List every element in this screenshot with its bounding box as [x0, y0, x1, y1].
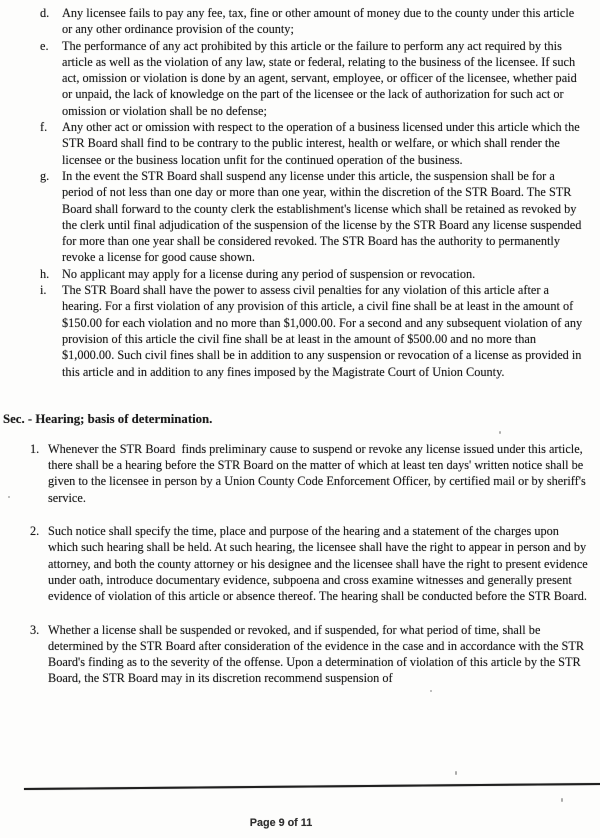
list-item-text: Whether a license shall be suspended or revoked, and if suspended, for what period of time, shall be determined by the STR Board after consideration of the evidence in the case and in accordance with the STR Board's finding as to the severity of the offense. Upon a determination of violation of this article by the STR Board, the STR Board may in its discretion recommend suspension of: [48, 622, 588, 686]
scan-speck: [499, 431, 501, 434]
scan-speck: [455, 771, 457, 775]
list-item-marker: i.: [40, 283, 47, 298]
section-heading: Sec. - Hearing; basis of determination.: [3, 411, 213, 426]
list-item-text: The STR Board shall have the power to assess civil penalties for any violation of this article after a hearing. For a first violation of any provision of this article, a civil fine shall be at least in the amount of $150.00 for each violation and no more than $1,000.00. For a second and any subsequent violation of any provision of this article the civil fine shall be at least in the amount of $500.00 and no more than $1,000.00. Such civil fines shall be in addition to any suspension or revocation of a license as provided in this article and in addition to any fines imposed by the Magistrate Court of Union County.: [62, 283, 586, 379]
list-item-marker: f.: [40, 120, 48, 135]
list-item-marker: h.: [40, 266, 50, 281]
scan-speck: [8, 496, 10, 498]
list-item-g: [40, 168, 586, 266]
list-item-e: [40, 38, 586, 119]
document-content: [0, 5, 600, 687]
scan-speck: [561, 798, 563, 802]
list-item-text: The performance of any act prohibited by this article or the failure to perform any act required by this article as well as the violation of any law, state or federal, relating to the business of the licensee. If such act, omission or violation is done by an agent, servant, employee, or officer of the licensee, whether paid or unpaid, the lack of knowledge on the part of the licensee or the lack of authorization for such act or omission or violation shall be no defense;: [62, 38, 580, 118]
scan-speck: [430, 690, 432, 692]
list-item-marker: g.: [40, 168, 50, 183]
list-item-text: In the event the STR Board shall suspend any license under this article, the suspension shall be for a period of not less than one day or more than one year, within the discretion of the STR Board. The STR Board shall forward to the county clerk the establishment's license which shall be retained as revoked by the clerk until final adjudication of the suspension of the license by the STR Board any license suspended for more than one year shall be considered revoked. The STR Board has the authority to permanently revoke a license for good cause shown.: [62, 168, 585, 265]
list-item-text: Such notice shall specify the time, place and purpose of the hearing and a statement of the charges upon which such hearing shall be held. At such hearing, the licensee shall have the right to appear in person and by attorney, and both the county attorney or his designee and the licensee shall have the right to present evidence under oath, introduce documentary evidence, subpoena and cross examine witnesses and generally present evidence of violation of this article or absence thereof. The hearing shall be conducted before the STR Board.: [48, 524, 591, 604]
footer-divider: [24, 783, 600, 790]
list-item-d: [40, 5, 586, 38]
list-item-marker: 3.: [30, 622, 40, 637]
list-item-marker: 2.: [30, 524, 40, 539]
page-number-footer: Page 9 of 11: [249, 817, 313, 829]
list-item-marker: e.: [40, 38, 49, 53]
list-item-f: [40, 119, 586, 168]
list-item-i: [40, 282, 586, 380]
numbered-item-2: [30, 523, 590, 604]
list-item-text: Any licensee fails to pay any fee, tax, fine or other amount of money due to the county under this article or any other ordinance provision of the county;: [62, 6, 578, 37]
numbered-list: [0, 441, 600, 687]
list-item-text: Whenever the STR Board finds preliminary cause to suspend or revoke any license issued under this article, there shall be a hearing before the STR Board on the matter of which at least ten days' written notice shall be given to the licensee in person by a Union County Code Enforcement Officer, by certified mail or by sheriff's service.: [48, 441, 589, 505]
list-item-marker: 1.: [30, 441, 40, 456]
lettered-list: [0, 5, 600, 380]
numbered-item-1: [30, 441, 590, 506]
list-item-text: Any other act or omission with respect to the operation of a business licensed under this article which the STR Board shall find to be contrary to the public interest, health or welfare, or which shall render the licensee or the business location unfit for the continued operation of the business.: [62, 120, 583, 167]
list-item-h: [40, 266, 586, 282]
list-item-text: No applicant may apply for a license during any period of suspension or revocation.: [62, 266, 476, 281]
list-item-marker: d.: [40, 6, 50, 20]
numbered-item-3: [30, 622, 590, 687]
